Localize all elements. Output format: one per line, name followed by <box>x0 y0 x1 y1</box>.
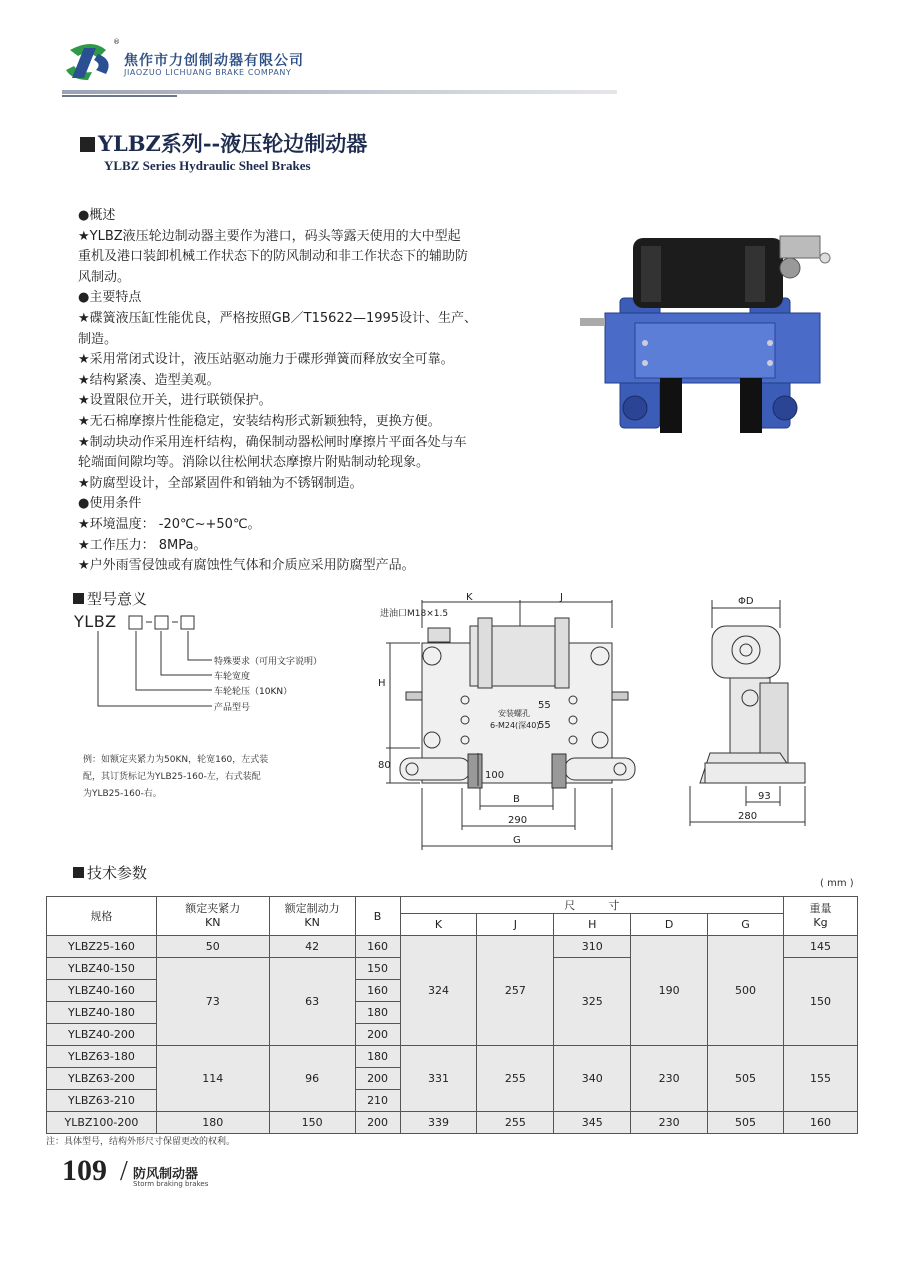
cell-brake: 42 <box>269 936 355 958</box>
cell-D: 230 <box>631 1046 708 1112</box>
cell-B: 160 <box>355 936 400 958</box>
text-line: 制造。 <box>78 331 118 347</box>
cell-model: YLBZ40-150 <box>47 958 157 980</box>
col-K: K <box>400 914 477 936</box>
text-line: ★设置限位开关，进行联锁保护。 <box>78 393 272 409</box>
text-line: ★户外雨雪侵蚀或有腐蚀性气体和介质应采用防腐型产品。 <box>78 558 415 574</box>
example-line: 配，其订货标记为YLB25-160-左，右式装配 <box>83 772 261 782</box>
col-clamp-unit: KN <box>205 916 221 929</box>
cell-weight: 155 <box>784 1046 858 1112</box>
col-G: G <box>708 914 784 936</box>
page-subtitle: YLBZ Series Hydraulic Sheel Brakes <box>104 158 311 173</box>
header-rule-accent <box>62 95 177 97</box>
page-category-cn: 防风制动器 <box>133 1167 199 1182</box>
heading-square-icon <box>73 593 84 604</box>
mount-hole-spec: 6-M24(深40) <box>490 721 540 730</box>
text-line: 重机及港口装卸机械工作状态下的防风制动和非工作状态下的辅助防 <box>78 249 469 265</box>
text-line: ★结构紧凑、造型美观。 <box>78 372 220 388</box>
oil-inlet-label: 进油口M18×1.5 <box>380 609 449 619</box>
cell-clamp: 73 <box>156 958 269 1046</box>
cell-K: 331 <box>400 1046 477 1112</box>
dim-280: 280 <box>738 811 758 822</box>
page-title <box>80 128 367 158</box>
col-weight-text: 重量 <box>809 902 832 915</box>
cell-weight: 160 <box>784 1112 858 1134</box>
dim-80: 80 <box>378 760 391 771</box>
company-name-en: JIAOZUO LICHUANG BRAKE COMPANY <box>124 68 292 77</box>
cell-clamp: 114 <box>156 1046 269 1112</box>
header-rule <box>62 90 617 94</box>
dim-phiD: ΦD <box>738 596 754 607</box>
col-model: 规格 <box>47 897 157 936</box>
table-header-row <box>47 897 858 914</box>
table-row <box>47 936 858 958</box>
dim-H: H <box>378 678 386 689</box>
cell-B: 210 <box>355 1090 400 1112</box>
cell-B: 150 <box>355 958 400 980</box>
dim-J: J <box>560 592 563 603</box>
model-meaning-heading-text: 型号意义 <box>87 590 148 608</box>
technical-drawing <box>360 588 860 850</box>
text-line: ★制动块动作采用连杆结构，确保制动器松闸时摩擦片平面各处与车 <box>78 434 467 450</box>
cell-model: YLBZ63-180 <box>47 1046 157 1068</box>
order-example <box>83 752 303 803</box>
text-line: ★采用常闭式设计，液压站驱动施力于碟形弹簧而释放安全可靠。 <box>78 352 454 368</box>
col-brake-text: 额定制动力 <box>284 902 340 915</box>
cell-model: YLBZ40-160 <box>47 980 157 1002</box>
table-row <box>47 1046 858 1068</box>
col-J: J <box>477 914 554 936</box>
text-line: ●主要特点 <box>78 290 142 306</box>
title-square-icon <box>80 137 95 152</box>
dim-G: G <box>513 835 521 846</box>
col-D: D <box>631 914 708 936</box>
text-line: ★YLBZ液压轮边制动器主要作为港口，码头等露天使用的大中型起 <box>78 228 461 244</box>
cell-H: 340 <box>554 1046 631 1112</box>
text-line: ★防腐型设计，全部紧固件和销轴为不锈钢制造。 <box>78 475 363 491</box>
cell-B: 160 <box>355 980 400 1002</box>
example-line: 为YLB25-160-右。 <box>83 789 162 799</box>
company-name-cn: 焦作市力创制动器有限公司 <box>124 53 304 69</box>
dim-290: 290 <box>508 815 528 826</box>
cell-G: 505 <box>708 1112 784 1134</box>
dim-K: K <box>466 592 473 603</box>
spec-note: 注：具体型号，结构外形尺寸保留更改的权利。 <box>46 1137 236 1147</box>
text-line: ★无石棉摩擦片性能稳定，安装结构形式新颖独特，更换方便。 <box>78 413 441 429</box>
col-clamp <box>156 897 269 936</box>
table-row <box>47 1112 858 1134</box>
text-line: ★工作压力： 8MPa。 <box>78 537 207 553</box>
cell-J: 257 <box>477 936 554 1046</box>
col-weight-unit: Kg <box>813 916 828 929</box>
cell-J: 255 <box>477 1046 554 1112</box>
cell-B: 180 <box>355 1002 400 1024</box>
cell-H: 325 <box>554 958 631 1046</box>
mount-hole-label: 安装螺孔 <box>498 709 530 718</box>
page-category-en: Storm braking brakes <box>133 1180 209 1188</box>
dim-93: 93 <box>758 791 771 802</box>
page-number: 109 <box>62 1154 107 1187</box>
cell-K: 324 <box>400 936 477 1046</box>
spec-heading-text: 技术参数 <box>87 864 148 882</box>
model-label-special: 特殊要求（可用文字说明） <box>214 657 323 667</box>
col-clamp-text: 额定夹紧力 <box>185 902 241 915</box>
registered-mark: ® <box>113 38 120 46</box>
spec-units: ( mm ) <box>820 878 854 889</box>
col-H: H <box>554 914 631 936</box>
col-brake-unit: KN <box>304 916 320 929</box>
page-title-text: YLBZ系列--液压轮边制动器 <box>98 131 368 156</box>
cell-K: 339 <box>400 1112 477 1134</box>
model-meaning-heading <box>73 588 147 609</box>
col-B: B <box>355 897 400 936</box>
cell-H: 310 <box>554 936 631 958</box>
dim-100: 100 <box>485 770 505 781</box>
cell-brake: 150 <box>269 1112 355 1134</box>
cell-B: 200 <box>355 1068 400 1090</box>
spec-heading <box>73 862 147 883</box>
cell-D: 230 <box>631 1112 708 1134</box>
product-photo <box>575 228 855 438</box>
cell-model: YLBZ100-200 <box>47 1112 157 1134</box>
cell-clamp: 180 <box>156 1112 269 1134</box>
cell-model: YLBZ63-210 <box>47 1090 157 1112</box>
example-line: 例：如额定夹紧力为50KN，轮宽160，左式装 <box>83 755 269 765</box>
text-line: 轮端面间隙均等。消除以往松闸状态摩擦片附贴制动轮现象。 <box>78 455 430 471</box>
col-weight <box>784 897 858 936</box>
cell-weight: 150 <box>784 958 858 1046</box>
text-line: ●概述 <box>78 208 116 223</box>
dim-B: B <box>513 794 520 805</box>
spec-table <box>46 896 858 1134</box>
cell-J: 255 <box>477 1112 554 1134</box>
dim-55a: 55 <box>538 700 551 711</box>
cell-model: YLBZ40-180 <box>47 1002 157 1024</box>
cell-model: YLBZ25-160 <box>47 936 157 958</box>
page-slash: / <box>120 1156 128 1187</box>
cell-weight: 145 <box>784 936 858 958</box>
cell-brake: 63 <box>269 958 355 1046</box>
col-dimensions: 尺 寸 <box>400 897 783 914</box>
heading-square-icon <box>73 867 84 878</box>
side-view <box>690 600 805 826</box>
cell-D: 190 <box>631 936 708 1046</box>
cell-G: 505 <box>708 1046 784 1112</box>
overview-text <box>78 206 548 577</box>
cell-model: YLBZ63-200 <box>47 1068 157 1090</box>
cell-B: 180 <box>355 1046 400 1068</box>
cell-H: 345 <box>554 1112 631 1134</box>
text-line: ●使用条件 <box>78 496 142 512</box>
cell-G: 500 <box>708 936 784 1046</box>
cell-brake: 96 <box>269 1046 355 1112</box>
col-brake <box>269 897 355 936</box>
cell-model: YLBZ40-200 <box>47 1024 157 1046</box>
dim-55b: 55 <box>538 720 551 731</box>
text-line: ★碟簧液压缸性能优良，严格按照GB／T15622—1995设计、生产、 <box>78 310 478 326</box>
company-logo <box>62 40 118 84</box>
cell-B: 200 <box>355 1024 400 1046</box>
text-line: 风制动。 <box>78 269 131 285</box>
model-label-pressure: 车轮轮压（10KN） <box>214 687 293 697</box>
model-label-product: 产品型号 <box>214 703 251 713</box>
cell-B: 200 <box>355 1112 400 1134</box>
text-line: ★环境温度： -20℃~+50℃。 <box>78 516 261 532</box>
model-label-width: 车轮宽度 <box>214 672 251 682</box>
cell-clamp: 50 <box>156 936 269 958</box>
model-code-prefix: YLBZ <box>74 612 117 631</box>
